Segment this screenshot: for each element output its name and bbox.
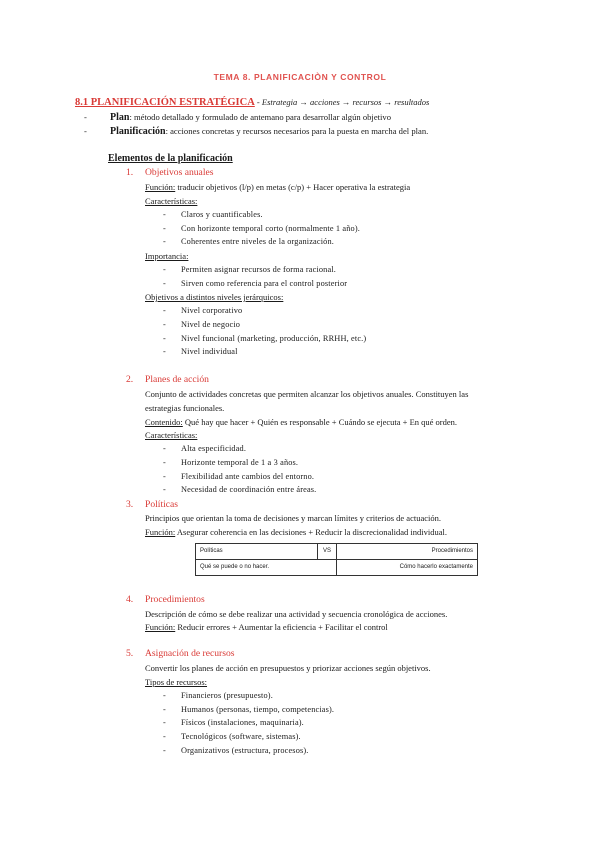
section-number: 1.: [126, 167, 134, 178]
s3-desc: Principios que orientan la toma de decisiones y marcan límites y criterios de actuación.: [145, 513, 441, 523]
label: Función:: [145, 182, 176, 192]
list-item: - Humanos (personas, tiempo, competencias).: [163, 705, 335, 714]
s2-desc-line2: estrategias funcionales.: [145, 403, 225, 413]
definition-plan: [84, 112, 391, 123]
s5-tipos-label: Tipos de recursos:: [145, 677, 208, 687]
definition-term: Planificación: [110, 126, 166, 137]
list-item: - Sirven como referencia para el control posterior: [163, 279, 348, 288]
section-number: 5.: [126, 648, 134, 659]
section-title-text: Planes de acción: [145, 374, 209, 385]
comparison-table: [195, 543, 478, 576]
elements-heading: Elementos de la planificación: [108, 153, 233, 164]
table-cell-politicas: Políticas: [200, 548, 223, 554]
section-title-text: Objetivos anuales: [145, 167, 214, 178]
section-number: 4.: [126, 594, 134, 605]
definition-text: : método detallado y formulado de antemano para desarrollar algún objetivo: [129, 112, 391, 122]
list-item: - Permiten asignar recursos de forma racional.: [163, 265, 336, 274]
s5-desc: Convertir los planes de acción en presupuestos y priorizar acciones según objetivos.: [145, 663, 431, 673]
text: Asegurar coherencia en las decisiones + Reducir la discrecionalidad individual.: [175, 527, 447, 537]
list-item: - Financieros (presupuesto).: [163, 691, 273, 700]
list-item: - Necesidad de coordinación entre áreas.: [163, 485, 317, 494]
s2-contenido: [145, 417, 457, 428]
s2-desc-line1: Conjunto de actividades concretas que permiten alcanzar los objetivos anuales. Constituyen las: [145, 389, 469, 399]
section-number: 3.: [126, 499, 134, 510]
list-item: - Nivel corporativo: [163, 306, 243, 315]
section-title-text: Políticas: [145, 499, 179, 510]
list-item: - Coherentes entre niveles de la organización.: [163, 237, 334, 246]
list-item: - Horizonte temporal de 1 a 3 años.: [163, 458, 299, 467]
s1-caract-label: Características:: [145, 196, 198, 206]
table-divider: [317, 544, 318, 559]
s1-importancia-label: Importancia:: [145, 251, 189, 261]
definition-planificacion: [84, 126, 429, 137]
table-divider: [336, 544, 337, 575]
label: Contenido:: [145, 417, 183, 427]
section-title-text: Procedimientos: [145, 594, 205, 605]
section-heading: [75, 97, 429, 108]
definition-text: : acciones concretas y recursos necesarios para la puesta en marcha del plan.: [165, 126, 429, 136]
s3-funcion: [145, 527, 447, 538]
label: Función:: [145, 622, 176, 632]
section-5-title: [126, 648, 235, 659]
section-flow: - Estrategia → acciones → recursos → resultados: [254, 97, 430, 107]
table-cell-politicas-desc: Qué se puede o no hacer.: [200, 564, 270, 570]
list-item: - Tecnológicos (software, sistemas).: [163, 732, 301, 741]
section-2-title: [126, 374, 209, 385]
text: Qué hay que hacer + Quién es responsable + Cuándo se ejecuta + En qué orden.: [182, 417, 458, 427]
table-cell-vs: VS: [323, 548, 332, 554]
s4-funcion: [145, 622, 388, 633]
list-item: - Con horizonte temporal corto (normalmente 1 año).: [163, 224, 360, 233]
text: traducir objetivos (l/p) en metas (c/p) + Hacer operativa la estrategia: [175, 182, 411, 192]
list-item: - Claros y cuantificables.: [163, 210, 263, 219]
document-title: TEMA 8. PLANIFICACIÒN Y CONTROL: [213, 72, 387, 82]
label: Función:: [145, 527, 176, 537]
section-number: 2.: [126, 374, 134, 385]
section-3-title: [126, 499, 178, 510]
section-1-title: [126, 167, 213, 178]
list-item: - Físicos (instalaciones, maquinaria).: [163, 718, 304, 727]
list-item: - Nivel individual: [163, 347, 238, 356]
list-item: - Nivel funcional (marketing, producción, RRHH, etc.): [163, 334, 367, 343]
text: Reducir errores + Aumentar la eficiencia + Facilitar el control: [175, 622, 388, 632]
table-cell-procedimientos: Procedimientos: [431, 548, 473, 554]
s2-caract-label: Características:: [145, 430, 198, 440]
list-item: - Flexibilidad ante cambios del entorno.: [163, 472, 315, 481]
definition-term: Plan: [110, 112, 130, 123]
section-heading-text: 8.1 PLANIFICACIÓN ESTRATÉGICA: [75, 97, 255, 108]
s1-funcion: [145, 182, 410, 193]
list-item: - Alta especificidad.: [163, 444, 247, 453]
s4-desc: Descripción de cómo se debe realizar una actividad y secuencia cronológica de acciones.: [145, 609, 448, 619]
section-title-text: Asignación de recursos: [145, 648, 235, 659]
bullet-dash: -: [84, 112, 87, 122]
s1-niveles-label: Objetivos a distintos niveles jerárquicos:: [145, 292, 284, 302]
list-item: - Organizativos (estructura, procesos).: [163, 746, 309, 755]
list-item: - Nivel de negocio: [163, 320, 241, 329]
bullet-dash: -: [84, 126, 87, 136]
section-4-title: [126, 594, 205, 605]
table-cell-procedimientos-desc: Cómo hacerlo exactamente: [399, 564, 473, 570]
